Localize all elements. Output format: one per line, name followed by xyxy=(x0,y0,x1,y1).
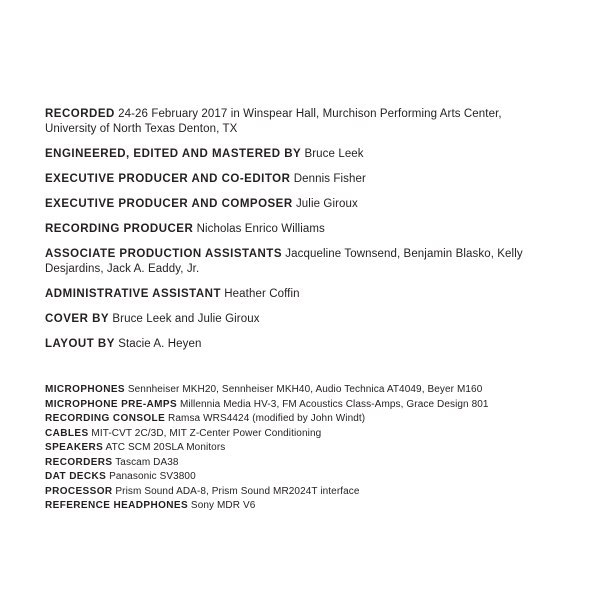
credit-label: COVER BY xyxy=(45,313,110,325)
credit-entry xyxy=(45,107,545,137)
credit-label: ENGINEERED, EDITED AND MASTERED BY xyxy=(45,148,302,160)
equipment-entry xyxy=(45,427,550,442)
credit-entry xyxy=(45,197,545,212)
credit-entry xyxy=(45,222,545,237)
credit-entry xyxy=(45,172,545,187)
credit-value: Julie Giroux xyxy=(295,198,358,210)
equipment-value: Sennheiser MKH20, Sennheiser MKH40, Audio Technica AT4049, Beyer M160 xyxy=(127,384,483,395)
equipment-value: Millennia Media HV-3, FM Acoustics Class-Amps, Grace Design 801 xyxy=(179,398,489,410)
credit-value: Nicholas Enrico Williams xyxy=(196,223,325,235)
equipment-entry xyxy=(45,456,550,471)
equipment-label: SPEAKERS xyxy=(45,442,104,453)
equipment-label: PROCESSOR xyxy=(45,485,113,497)
equipment-label: DAT DECKS xyxy=(45,471,107,482)
equipment-section xyxy=(45,383,550,514)
equipment-label: REFERENCE HEADPHONES xyxy=(45,500,189,511)
equipment-label: MICROPHONES xyxy=(45,384,125,395)
credit-value: Heather Coffin xyxy=(224,288,300,300)
credit-entry xyxy=(45,247,545,277)
credit-value: 24-26 February 2017 in Winspear Hall, Murchison Performing Arts Center, University of North Texas Denton, TX xyxy=(45,108,502,135)
credit-label: EXECUTIVE PRODUCER AND COMPOSER xyxy=(45,198,293,210)
credit-value: Bruce Leek xyxy=(304,148,364,160)
credit-entry xyxy=(45,287,545,302)
credit-value: Bruce Leek and Julie Giroux xyxy=(112,313,260,325)
credit-value: Dennis Fisher xyxy=(293,173,366,185)
equipment-value: Panasonic SV3800 xyxy=(109,471,196,482)
credit-entry xyxy=(45,312,545,327)
equipment-value: MIT-CVT 2C/3D, MIT Z-Center Power Conditioning xyxy=(91,427,322,439)
equipment-value: ATC SCM 20SLA Monitors xyxy=(105,442,226,453)
equipment-label: RECORDING CONSOLE xyxy=(45,413,166,424)
credit-entry xyxy=(45,337,545,352)
credit-label: LAYOUT BY xyxy=(45,338,115,350)
equipment-entry xyxy=(45,398,550,413)
equipment-value: Prism Sound ADA-8, Prism Sound MR2024T interface xyxy=(115,485,360,497)
equipment-label: MICROPHONE PRE-AMPS xyxy=(45,398,178,410)
credit-value: Stacie A. Heyen xyxy=(118,338,202,350)
credits-section xyxy=(45,107,545,352)
credit-label: RECORDING PRODUCER xyxy=(45,223,194,235)
equipment-entry xyxy=(45,441,550,456)
equipment-value: Sony MDR V6 xyxy=(190,500,256,511)
equipment-entry xyxy=(45,485,550,500)
credit-label: RECORDED xyxy=(45,108,115,120)
credit-label: ASSOCIATE PRODUCTION ASSISTANTS xyxy=(45,248,282,260)
equipment-entry xyxy=(45,383,550,398)
equipment-value: Tascam DA38 xyxy=(115,456,179,468)
credit-entry xyxy=(45,147,545,162)
equipment-entry xyxy=(45,470,550,485)
equipment-entry xyxy=(45,499,550,514)
credit-label: EXECUTIVE PRODUCER AND CO-EDITOR xyxy=(45,173,291,185)
equipment-entry xyxy=(45,412,550,427)
credit-label: ADMINISTRATIVE ASSISTANT xyxy=(45,288,221,300)
credit-value: Jacqueline Townsend, Benjamin Blasko, Kelly Desjardins, Jack A. Eaddy, Jr. xyxy=(45,248,523,275)
equipment-label: RECORDERS xyxy=(45,456,113,468)
equipment-label: CABLES xyxy=(45,427,89,439)
equipment-value: Ramsa WRS4424 (modified by John Windt) xyxy=(168,413,366,424)
